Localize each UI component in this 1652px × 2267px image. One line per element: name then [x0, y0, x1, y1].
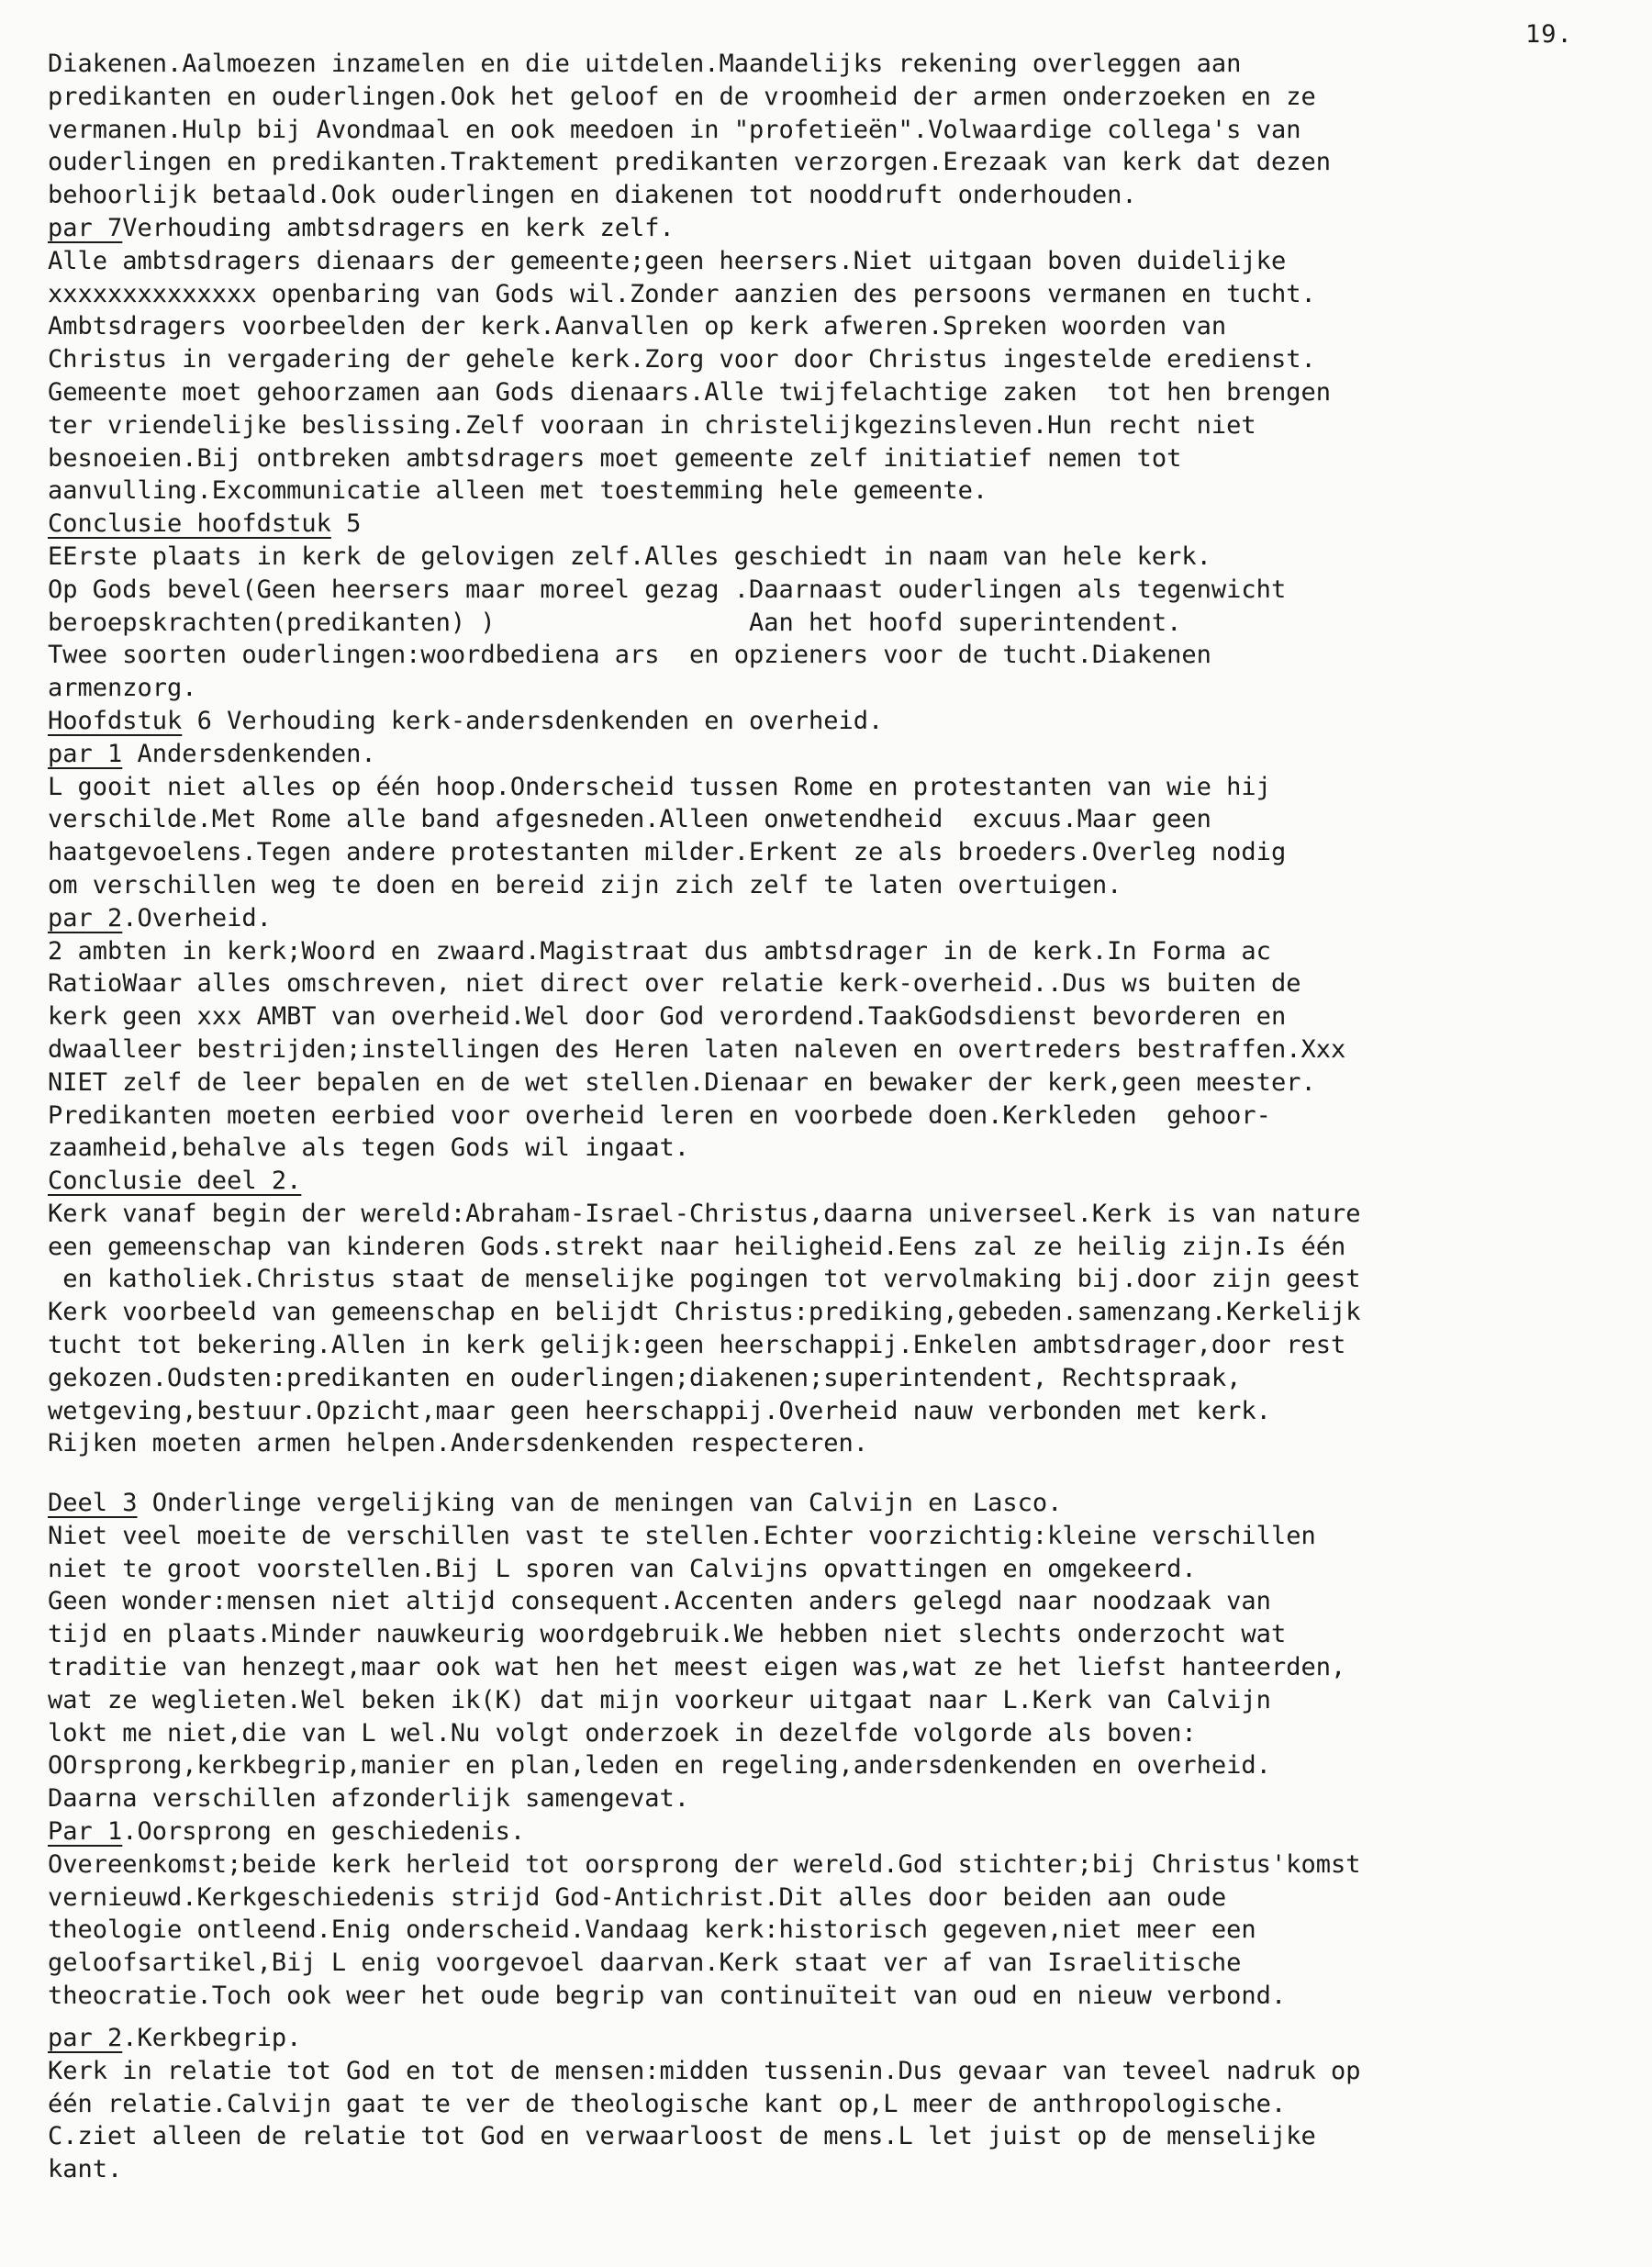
text-line [48, 1296, 1626, 1329]
text-line [48, 902, 1626, 935]
line-text: vernieuwd.Kerkgeschiedenis strijd God-Antichrist.Dit alles door beiden aan oude [48, 1882, 1227, 1912]
line-text: Christus in vergadering der gehele kerk.Zorg voor door Christus ingestelde eredienst. [48, 345, 1316, 374]
text-line [48, 1231, 1626, 1264]
line-text: armenzorg. [48, 674, 197, 703]
line-text: één relatie.Calvijn gaat te ver de theologische kant op,L meer de anthropologische. [48, 2089, 1287, 2118]
text-line [48, 1427, 1626, 1460]
text-line [48, 212, 1626, 245]
line-text: tijd en plaats.Minder nauwkeurig woordgebruik.We hebben niet slechts onderzocht wat [48, 1620, 1287, 1649]
line-text: haatgevoelens.Tegen andere protestanten milder.Erkent ze als broeders.Overleg nodig [48, 838, 1287, 867]
text-line [48, 1882, 1626, 1915]
text-line [48, 1848, 1626, 1882]
line-text: geloofsartikel,Bij L enig voorgevoel daarvan.Kerk staat ver af van Israelitische [48, 1949, 1242, 1978]
text-line [48, 409, 1626, 442]
text-line [48, 475, 1626, 508]
text-line [48, 967, 1626, 1000]
line-text: ter vriendelijke beslissing.Zelf vooraan in christelijkgezinsleven.Hun recht niet [48, 410, 1256, 440]
line-text: traditie van henzegt,maar ook wat hen het meest eigen was,wat ze het liefst hanteerden, [48, 1652, 1346, 1681]
line-text: Twee soorten ouderlingen:woordbediena ars en opzieners voor de tucht.Diakenen [48, 641, 1211, 670]
underlined-heading: Conclusie deel 2. [48, 1167, 302, 1196]
line-text: Verhouding ambtsdragers en kerk zelf. [122, 213, 675, 242]
line-text: Kerk vanaf begin der wereld:Abraham-Israel-Christus,daarna universeel.Kerk is van nature [48, 1199, 1361, 1228]
text-line [48, 2120, 1626, 2153]
line-text: Alle ambtsdragers dienaars der gemeente;geen heersers.Niet uitgaan boven duidelijke [48, 246, 1287, 275]
text-line [48, 442, 1626, 475]
text-line [48, 1165, 1626, 1198]
line-text: verschilde.Met Rome alle band afgesneden.Alleen onwetendheid excuus.Maar geen [48, 805, 1211, 834]
text-line [48, 935, 1626, 968]
line-text: tucht tot bekering.Allen in kerk gelijk:geen heerschappij.Enkelen ambtsdrager,door rest [48, 1331, 1346, 1360]
line-text: Predikanten moeten eerbied voor overheid leren en voorbede doen.Kerkleden gehoor- [48, 1100, 1271, 1130]
text-line [48, 672, 1626, 705]
text-line [48, 1520, 1626, 1553]
line-text: EErste plaats in kerk de gelovigen zelf.Alles geschiedt in naam van hele kerk. [48, 542, 1211, 571]
text-line [48, 1362, 1626, 1395]
text-line [48, 1395, 1626, 1428]
text-line [48, 771, 1626, 804]
text-line [48, 1585, 1626, 1618]
text-line [48, 574, 1626, 607]
line-text: Geen wonder:mensen niet altijd consequent.Accenten anders gelegd naar noodzaak van [48, 1587, 1271, 1616]
line-text: Op Gods bevel(Geen heersers maar moreel gezag .Daarnaast ouderlingen als tegenwicht [48, 575, 1287, 604]
line-text: niet te groot voorstellen.Bij L sporen van Calvijns opvattingen en omgekeerd. [48, 1554, 1197, 1583]
text-line [48, 1100, 1626, 1133]
text-line [48, 179, 1626, 212]
line-text: .Overheid. [122, 903, 272, 932]
line-text: theologie ontleend.Enig onderscheid.Vandaag kerk:historisch gegeven,niet meer een [48, 1915, 1256, 1945]
line-text: 6 Verhouding kerk-andersdenkenden en overheid. [182, 706, 884, 735]
line-text: ouderlingen en predikanten.Traktement predikanten verzorgen.Erezaak van kerk dat dezen [48, 148, 1331, 177]
line-text: wetgeving,bestuur.Opzicht,maar geen heerschappij.Overheid nauw verbonden met kerk. [48, 1396, 1271, 1425]
line-text: Kerk voorbeeld van gemeenschap en belijdt Christus:prediking,gebeden.samenzang.Kerkelijk [48, 1298, 1361, 1327]
text-line [48, 1000, 1626, 1033]
line-text: .Oorsprong en geschiedenis. [122, 1816, 526, 1846]
underlined-heading: Par 1 [48, 1816, 123, 1846]
line-text: 2 ambten in kerk;Woord en zwaard.Magistraat dus ambtsdrager in de kerk.In Forma ac [48, 936, 1271, 966]
text-line [48, 639, 1626, 672]
text-line [48, 738, 1626, 771]
text-line [48, 1033, 1626, 1066]
text-line [48, 1980, 1626, 2013]
line-text: .Kerkbegrip. [122, 2024, 302, 2052]
line-text: kant. [48, 2155, 123, 2184]
text-line [48, 1066, 1626, 1100]
text-line [48, 2088, 1626, 2121]
line-text: zaamheid,behalve als tegen Gods wil ingaat. [48, 1134, 689, 1163]
text-line [48, 1684, 1626, 1717]
line-text: behoorlijk betaald.Ook ouderlingen en diakenen tot nooddruft onderhouden. [48, 181, 1137, 210]
text-line [48, 836, 1626, 869]
text-line [48, 278, 1626, 311]
text-line [48, 376, 1626, 409]
line-text: Niet veel moeite de verschillen vast te stellen.Echter voorzichtig:kleine verschillen [48, 1521, 1316, 1550]
text-section [48, 2022, 1626, 2186]
text-line [48, 541, 1626, 574]
text-line [48, 1749, 1626, 1782]
text-line [48, 1782, 1626, 1815]
underlined-heading: Conclusie hoofdstuk [48, 509, 331, 539]
line-text: besnoeien.Bij ontbreken ambtsdragers moet gemeente zelf initiatief nemen tot [48, 443, 1182, 473]
text-line [48, 1618, 1626, 1651]
text-line [48, 343, 1626, 376]
line-text: Diakenen.Aalmoezen inzamelen en die uitdelen.Maandelijks rekening overleggen aan [48, 50, 1242, 78]
line-text: 5 [330, 509, 362, 539]
text-section [48, 1487, 1626, 2013]
text-line [48, 1947, 1626, 1980]
line-text: Rijken moeten armen helpen.Andersdenkenden respecteren. [48, 1429, 869, 1458]
text-line [48, 114, 1626, 147]
line-text: een gemeenschap van kinderen Gods.strekt naar heiligheid.Eens zal ze heilig zijn.Is één [48, 1232, 1346, 1261]
text-line [48, 1815, 1626, 1848]
line-text: lokt me niet,die van L wel.Nu volgt onderzoek in dezelfde volgorde als boven: [48, 1718, 1197, 1748]
line-text: theocratie.Toch ook weer het oude begrip van continuïteit van oud en nieuw verbond. [48, 1981, 1287, 2010]
line-text: Andersdenkenden. [122, 739, 376, 768]
line-text: Ambtsdragers voorbeelden der kerk.Aanvallen op kerk afweren.Spreken woorden van [48, 312, 1227, 341]
line-text: xxxxxxxxxxxxxx openbaring van Gods wil.Zonder aanzien des persoons vermanen en tucht. [48, 279, 1316, 308]
line-text: Onderlinge vergelijking van de meningen van Calvijn en Lasco. [137, 1489, 1063, 1517]
page-number: 19. [1525, 20, 1573, 49]
text-line [48, 245, 1626, 278]
text-line [48, 1329, 1626, 1362]
line-text: beroepskrachten(predikanten) ) Aan het hoofd superintendent. [48, 608, 1182, 637]
line-text: en katholiek.Christus staat de menselijke pogingen tot vervolmaking bij.door zijn geest [48, 1265, 1361, 1294]
text-line [48, 1914, 1626, 1947]
line-text: Kerk in relatie tot God en tot de mensen:midden tussenin.Dus gevaar van teveel nadruk op [48, 2056, 1361, 2085]
text-line [48, 146, 1626, 179]
underlined-heading: par 2 [48, 903, 123, 932]
text-line [48, 1553, 1626, 1586]
line-text: Daarna verschillen afzonderlijk samengevat. [48, 1784, 689, 1814]
line-text: om verschillen weg te doen en bereid zijn zich zelf te laten overtuigen. [48, 870, 1122, 899]
line-text: Overeenkomst;beide kerk herleid tot oorsprong der wereld.God stichter;bij Christus'komst [48, 1849, 1361, 1879]
text-line [48, 81, 1626, 114]
text-line [48, 2022, 1626, 2055]
line-text: kerk geen xxx AMBT van overheid.Wel door God verordend.TaakGodsdienst bevorderen en [48, 1002, 1287, 1032]
text-line [48, 2055, 1626, 2088]
line-text: NIET zelf de leer bepalen en de wet stellen.Dienaar en bewaker der kerk,geen meester. [48, 1067, 1316, 1097]
line-text: OOrsprong,kerkbegrip,manier en plan,leden en regeling,andersdenkenden en overheid. [48, 1751, 1271, 1781]
underlined-heading: Hoofdstuk [48, 706, 183, 735]
text-line [48, 508, 1626, 541]
underlined-heading: par 7 [48, 213, 123, 242]
line-text: gekozen.Oudsten:predikanten en ouderlingen;diakenen;superintendent, Rechtspraak, [48, 1363, 1242, 1392]
line-text: wat ze weglieten.Wel beken ik(K) dat mijn voorkeur uitgaat naar L.Kerk van Calvijn [48, 1685, 1271, 1714]
line-text: C.ziet alleen de relatie tot God en verwaarloost de mens.L let juist op de menselijke [48, 2122, 1316, 2151]
text-line [48, 2153, 1626, 2186]
text-line [48, 705, 1626, 738]
text-line [48, 310, 1626, 343]
line-text: L gooit niet alles op één hoop.Onderscheid tussen Rome en protestanten van wie hij [48, 772, 1271, 801]
text-line [48, 1717, 1626, 1750]
text-line [48, 1132, 1626, 1165]
text-line [48, 1198, 1626, 1231]
text-line [48, 869, 1626, 902]
line-text: Gemeente moet gehoorzamen aan Gods dienaars.Alle twijfelachtige zaken tot hen brengen [48, 377, 1331, 407]
line-text: vermanen.Hulp bij Avondmaal en ook meedoen in "profetieën".Volwaardige collega's van [48, 115, 1301, 144]
underlined-heading: par 2 [48, 2024, 123, 2052]
line-text: aanvulling.Excommunicatie alleen met toestemming hele gemeente. [48, 476, 988, 506]
line-text: dwaalleer bestrijden;instellingen des Heren laten naleven en overtreders bestraffen.Xxx [48, 1034, 1346, 1064]
underlined-heading: Deel 3 [48, 1489, 138, 1517]
text-line [48, 803, 1626, 836]
line-text: RatioWaar alles omschreven, niet direct over relatie kerk-overheid..Dus ws buiten de [48, 969, 1301, 999]
text-line [48, 1487, 1626, 1520]
text-section [48, 48, 1626, 1460]
text-line [48, 607, 1626, 640]
text-line [48, 1263, 1626, 1296]
text-line [48, 48, 1626, 81]
text-line [48, 1651, 1626, 1684]
line-text: predikanten en ouderlingen.Ook het geloof en de vroomheid der armen onderzoeken en ze [48, 82, 1316, 111]
underlined-heading: par 1 [48, 739, 123, 768]
